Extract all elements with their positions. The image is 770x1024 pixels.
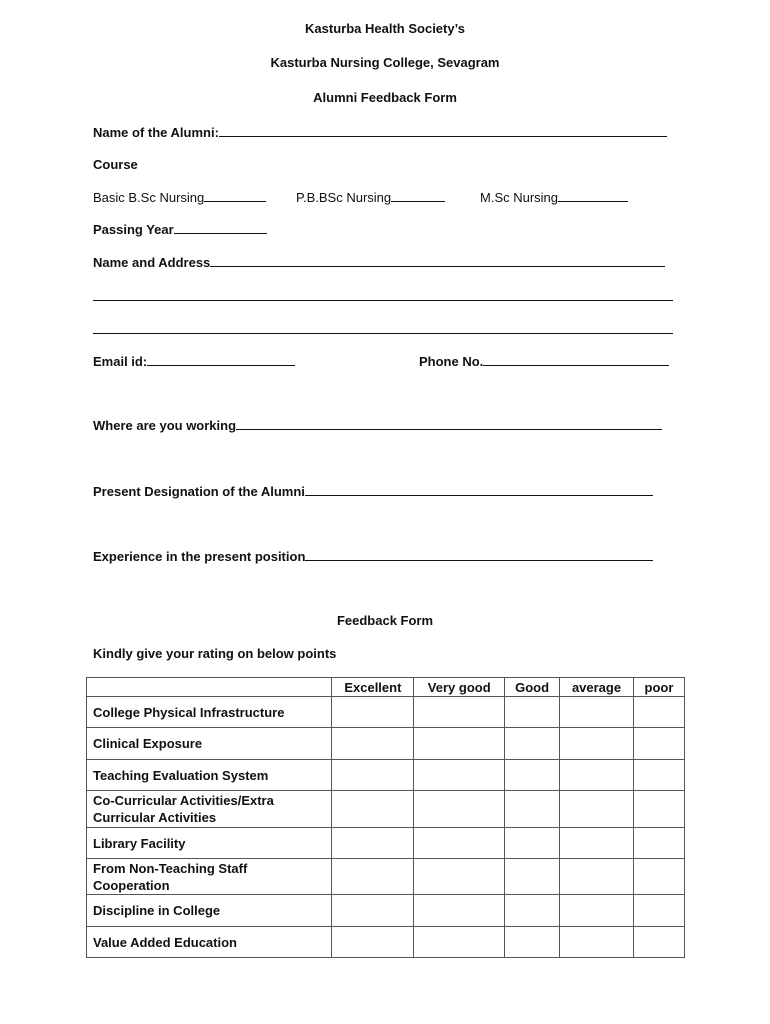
rating-cell-very-good[interactable] <box>414 697 505 728</box>
rating-cell-very-good[interactable] <box>414 859 505 895</box>
alumni-name-label: Name of the Alumni: <box>93 125 219 140</box>
experience-field[interactable] <box>305 548 653 561</box>
rating-cell-poor[interactable] <box>633 927 684 958</box>
rating-cell-good[interactable] <box>505 895 560 927</box>
criteria-label: Library Facility <box>87 828 332 859</box>
feedback-title: Feedback Form <box>336 613 434 628</box>
rating-cell-excellent[interactable] <box>332 927 414 958</box>
criteria-label: From Non-Teaching Staff Cooperation <box>87 859 332 895</box>
table-row <box>87 697 685 728</box>
email-row <box>93 353 295 369</box>
rating-cell-poor[interactable] <box>633 791 684 828</box>
rating-cell-poor[interactable] <box>633 828 684 859</box>
rating-cell-very-good[interactable] <box>414 828 505 859</box>
society-heading: Kasturba Health Society’s <box>305 21 465 36</box>
rating-cell-very-good[interactable] <box>414 895 505 927</box>
rating-cell-very-good[interactable] <box>414 728 505 760</box>
criteria-label: Teaching Evaluation System <box>87 760 332 791</box>
rating-cell-average[interactable] <box>560 927 634 958</box>
rating-cell-good[interactable] <box>505 828 560 859</box>
course-option-msc-row <box>480 189 628 205</box>
address-line-3[interactable] <box>93 333 673 334</box>
rating-cell-average[interactable] <box>560 728 634 760</box>
working-label: Where are you working <box>93 418 237 433</box>
rating-table <box>86 677 685 958</box>
rating-cell-very-good[interactable] <box>414 927 505 958</box>
rating-cell-excellent[interactable] <box>332 859 414 895</box>
passing-year-label: Passing Year <box>93 222 174 237</box>
experience-label: Experience in the present position <box>93 549 306 564</box>
email-field[interactable] <box>147 353 295 366</box>
criteria-label: Discipline in College <box>87 895 332 927</box>
criteria-label: College Physical Infrastructure <box>87 697 332 728</box>
table-row <box>87 828 685 859</box>
address-label: Name and Address <box>93 255 211 270</box>
rating-cell-very-good[interactable] <box>414 760 505 791</box>
rating-cell-poor[interactable] <box>633 728 684 760</box>
rating-cell-excellent[interactable] <box>332 895 414 927</box>
passing-year-field[interactable] <box>174 221 267 234</box>
rating-cell-excellent[interactable] <box>332 828 414 859</box>
rating-cell-average[interactable] <box>560 791 634 828</box>
address-line-2[interactable] <box>93 300 673 301</box>
column-header-good: Good <box>505 678 560 697</box>
column-header-very-good: Very good <box>414 678 505 697</box>
rating-cell-average[interactable] <box>560 895 634 927</box>
course-label: Course <box>93 157 138 172</box>
rating-cell-average[interactable] <box>560 859 634 895</box>
rating-cell-poor[interactable] <box>633 859 684 895</box>
course-option-pb-label: P.B.BSc Nursing <box>296 190 392 205</box>
phone-field[interactable] <box>483 353 669 366</box>
email-label: Email id: <box>93 354 148 369</box>
address-field[interactable] <box>210 254 665 267</box>
table-row <box>87 760 685 791</box>
phone-label: Phone No. <box>419 354 484 369</box>
address-row <box>93 254 665 270</box>
table-row <box>87 791 685 828</box>
rating-cell-good[interactable] <box>505 760 560 791</box>
college-heading: Kasturba Nursing College, Sevagram <box>270 55 500 70</box>
working-row <box>93 417 662 433</box>
rating-cell-poor[interactable] <box>633 697 684 728</box>
column-header-average: average <box>560 678 634 697</box>
course-option-pb-row <box>296 189 445 205</box>
form-title: Alumni Feedback Form <box>313 90 457 105</box>
experience-row <box>93 548 653 564</box>
designation-row <box>93 483 653 499</box>
rating-cell-average[interactable] <box>560 828 634 859</box>
rating-cell-poor[interactable] <box>633 760 684 791</box>
table-row <box>87 927 685 958</box>
course-option-msc-field[interactable] <box>558 189 628 202</box>
course-option-msc-label: M.Sc Nursing <box>480 190 559 205</box>
course-option-basic-field[interactable] <box>204 189 266 202</box>
alumni-name-field[interactable] <box>219 124 667 137</box>
criteria-label: Co-Curricular Activities/Extra Curricular Activities <box>87 791 332 828</box>
rating-cell-average[interactable] <box>560 760 634 791</box>
phone-row <box>419 353 669 369</box>
rating-cell-poor[interactable] <box>633 895 684 927</box>
rating-cell-good[interactable] <box>505 927 560 958</box>
course-option-basic-label: Basic B.Sc Nursing <box>93 190 205 205</box>
rating-cell-excellent[interactable] <box>332 697 414 728</box>
table-row <box>87 859 685 895</box>
feedback-instruction: Kindly give your rating on below points <box>93 646 337 661</box>
table-row <box>87 728 685 760</box>
rating-cell-average[interactable] <box>560 697 634 728</box>
rating-cell-excellent[interactable] <box>332 760 414 791</box>
alumni-name-row <box>93 124 667 140</box>
rating-header-row <box>87 678 685 697</box>
column-header-poor: poor <box>633 678 684 697</box>
table-row <box>87 895 685 927</box>
rating-cell-excellent[interactable] <box>332 791 414 828</box>
rating-cell-good[interactable] <box>505 791 560 828</box>
criteria-label: Value Added Education <box>87 927 332 958</box>
criteria-label: Clinical Exposure <box>87 728 332 760</box>
rating-cell-very-good[interactable] <box>414 791 505 828</box>
rating-cell-good[interactable] <box>505 728 560 760</box>
course-option-pb-field[interactable] <box>391 189 445 202</box>
rating-cell-good[interactable] <box>505 697 560 728</box>
rating-cell-good[interactable] <box>505 859 560 895</box>
column-header-excellent: Excellent <box>332 678 414 697</box>
working-field[interactable] <box>236 417 662 430</box>
designation-label: Present Designation of the Alumni <box>93 484 305 499</box>
criteria-header <box>87 678 332 697</box>
rating-cell-excellent[interactable] <box>332 728 414 760</box>
course-option-basic-row <box>93 189 266 205</box>
designation-field[interactable] <box>305 483 653 496</box>
passing-year-row <box>93 221 267 237</box>
